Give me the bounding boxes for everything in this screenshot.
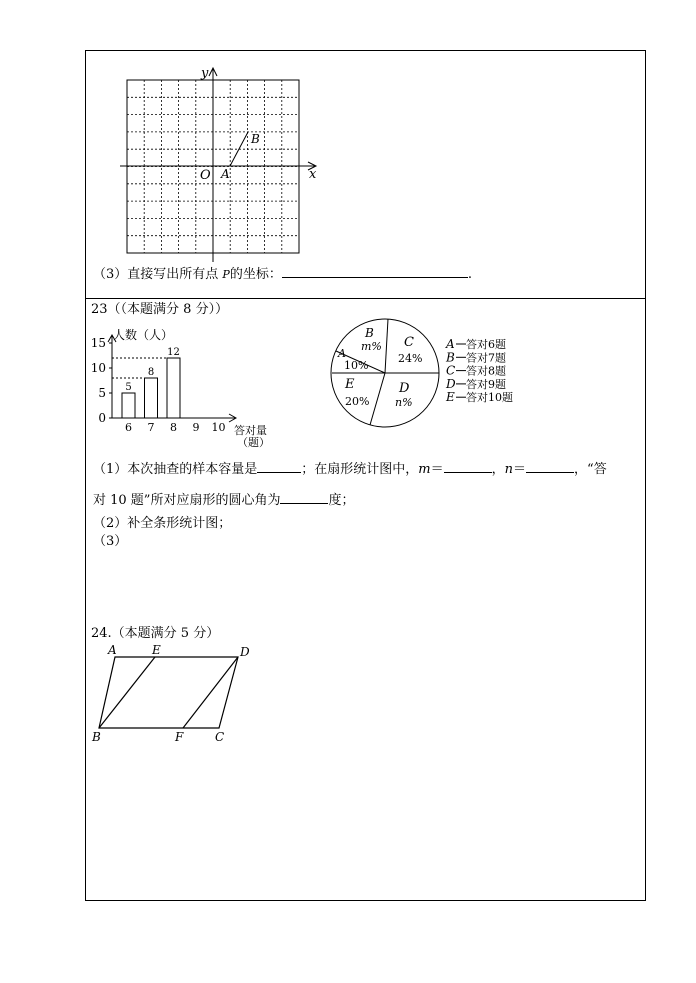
bar-x-tick-label: 6 [125, 421, 132, 434]
pie-a-value: 10% [344, 359, 369, 372]
q23-part1-text-a: （1）本次抽查的样本容量是 [93, 462, 258, 477]
q23-header: 23（（本题满分 8 分）） [91, 302, 229, 317]
legend-letter-c: C [446, 363, 456, 378]
bar-data-label: 12 [167, 347, 180, 358]
vertex-f-label: F [175, 730, 184, 744]
bar-x-label-line1: 答对量 [234, 424, 267, 437]
pie-e-value: 20% [345, 395, 370, 408]
legend-text-b: 答对7题 [466, 351, 506, 365]
variable-m: m [418, 462, 431, 477]
vertex-e-label: E [152, 643, 161, 657]
pie-e-letter: E [345, 377, 355, 392]
pie-b-letter: B [365, 326, 374, 340]
legend-letter-e: E [446, 390, 455, 405]
parallelogram-abcd [99, 657, 238, 728]
vertex-a-label: A [108, 643, 117, 657]
x-axis-label: x [309, 167, 317, 182]
q23-part1-text-f: ，“答 [574, 462, 607, 477]
bar-y-label: 人数（人） [113, 328, 174, 342]
bar-x-tick-label: 9 [192, 421, 200, 434]
bar-y-tick-label: 0 [98, 411, 106, 425]
bar-y-tick-label: 15 [90, 336, 106, 350]
vertex-d-label: D [240, 645, 250, 659]
pie-a-letter: A [338, 347, 346, 360]
q23-part3: （3） [93, 534, 128, 549]
bar-x-tick-label: 10 [211, 421, 226, 434]
legend-letter-a: A [446, 337, 455, 351]
legend-text-c: 答对8题 [466, 364, 506, 378]
q22-part3-prefix: （3）直接写出所有点 [93, 267, 219, 282]
legend-letter-b: B [446, 350, 455, 365]
legend-letter-d: D [446, 376, 456, 391]
q23-part1-line2-text: 对 10 题”所对应扇形的圆心角为 [93, 493, 281, 508]
point-p-label: P [222, 268, 230, 281]
comma: ， [491, 462, 505, 477]
equals-sign: ＝ [513, 462, 527, 477]
bar-data-label: 8 [147, 367, 155, 378]
pie-c-value: 24% [398, 352, 423, 365]
variable-n: n [504, 462, 514, 477]
bar-y-tick-label: 5 [98, 386, 106, 400]
q22-part3-suffix: 的坐标： [229, 267, 282, 282]
bar-x-tick-label: 8 [170, 421, 177, 434]
period: . [467, 267, 472, 282]
q23-part1-text-b: ；在扇形统计图中， [301, 462, 419, 477]
y-axis-label: y [201, 66, 209, 81]
equals-sign: ＝ [430, 462, 444, 477]
bar-x-tick-label: 7 [147, 421, 155, 434]
bar-x-label-line2: （题） [237, 436, 270, 449]
legend-text-a: 答对6题 [466, 338, 506, 351]
vertex-b-label: B [92, 730, 101, 744]
pie-c-letter: C [404, 335, 414, 350]
q24-header: 24.（本题满分 5 分） [91, 626, 220, 641]
point-b-label: B [251, 132, 260, 146]
q23-part1-line2-end: 度； [328, 493, 355, 508]
point-a-label: A [221, 167, 230, 181]
pie-b-value: m% [361, 340, 382, 353]
pie-d-letter: D [399, 381, 410, 396]
legend-text-e: 答对10题 [466, 391, 513, 405]
bar-y-tick-label: 10 [90, 361, 106, 375]
bar-data-label: 5 [125, 382, 132, 393]
legend-text-d: 答对9题 [466, 377, 506, 391]
vertex-c-label: C [215, 730, 225, 744]
segment-fd [183, 657, 238, 728]
q23-part2: （2）补全条形统计图； [93, 516, 232, 531]
origin-label: O [200, 168, 211, 183]
pie-d-value: n% [395, 396, 413, 409]
